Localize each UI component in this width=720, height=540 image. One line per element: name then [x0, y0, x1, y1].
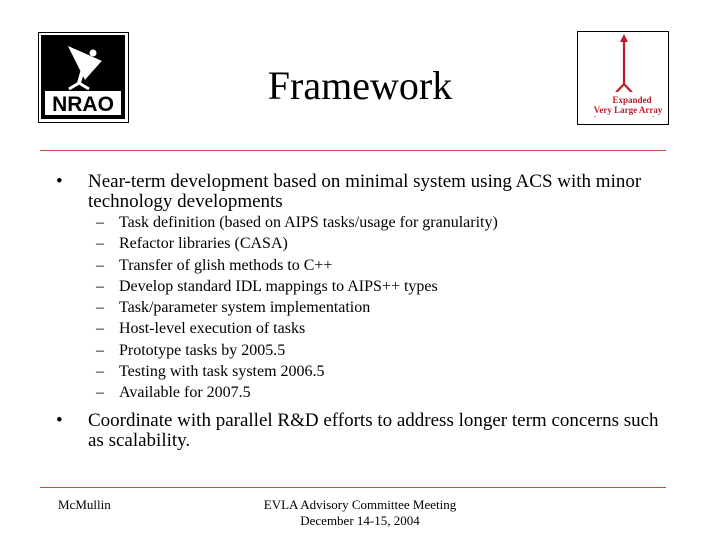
sub-bullet-text: Testing with task system 2006.5 [119, 363, 325, 381]
sub-bullet-text: Host-level execution of tasks [119, 320, 306, 338]
slide-title: Framework [267, 63, 453, 108]
dash-marker: – [96, 341, 104, 359]
sub-bullet-text: Task/parameter system implementation [119, 299, 371, 317]
dash-marker: – [96, 214, 104, 231]
sub-bullet-text: Transfer of glish methods to C++ [119, 256, 333, 274]
footer-author: McMullin [58, 497, 111, 512]
footer-divider [40, 487, 666, 488]
dash-marker: – [96, 384, 104, 402]
sub-bullet-text: Prototype tasks by 2005.5 [119, 341, 286, 359]
sub-bullet-text: Available for 2007.5 [119, 384, 251, 402]
bullet-marker: • [56, 410, 63, 431]
evla-logo-line1: Expanded [612, 95, 652, 105]
dash-marker: – [96, 277, 104, 295]
bullet-text: Near-term development based on minimal system using ACS with minor technology developments [88, 171, 642, 212]
dash-marker: – [96, 299, 104, 317]
sub-bullet-text: Task definition (based on AIPS tasks/usage for granularity) [119, 214, 498, 231]
bullet-text: Coordinate with parallel R&D efforts to address longer term concerns such as scalability. [88, 410, 659, 451]
sub-bullet-text: Develop standard IDL mappings to AIPS++ types [119, 277, 438, 295]
footer-date: December 14-15, 2004 [300, 513, 420, 528]
evla-logo-line2: Very Large Array [593, 105, 663, 115]
bullet-marker: • [56, 171, 63, 192]
dash-marker: – [96, 256, 104, 274]
sub-bullet-text: Refactor libraries (CASA) [119, 235, 288, 253]
footer-event: EVLA Advisory Committee Meeting [263, 497, 457, 512]
svg-text:NRAO: NRAO [52, 93, 114, 116]
dash-marker: – [96, 235, 104, 253]
dash-marker: – [96, 320, 104, 338]
footer-event-info [0, 497, 720, 529]
title-divider [40, 150, 666, 151]
dash-marker: – [96, 363, 104, 381]
